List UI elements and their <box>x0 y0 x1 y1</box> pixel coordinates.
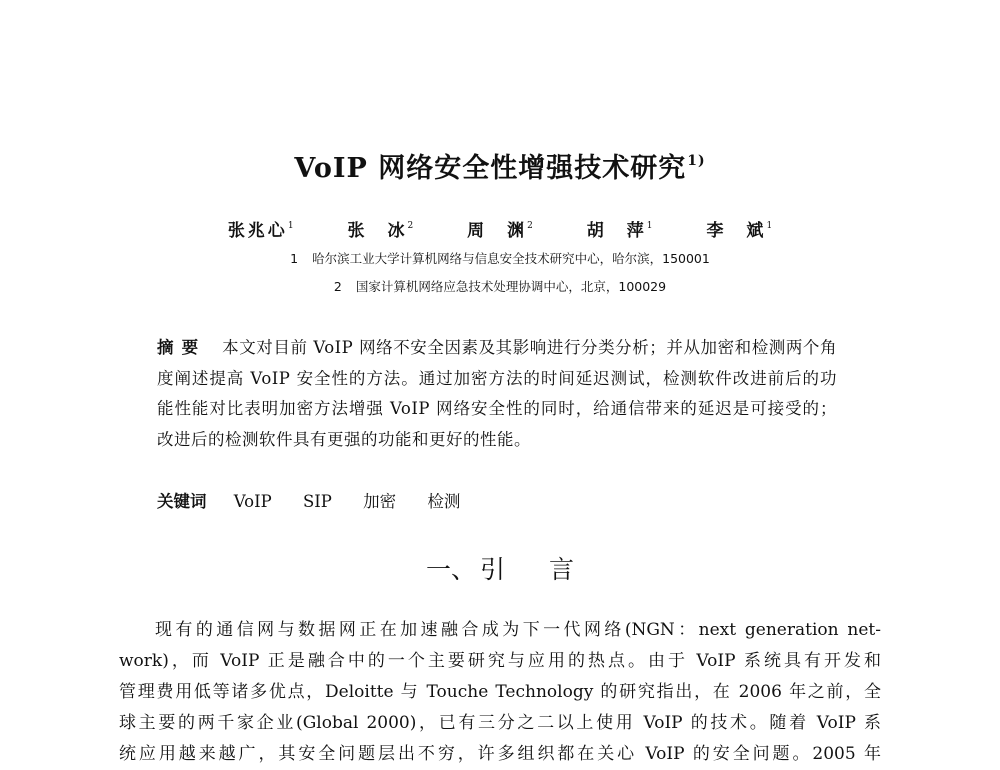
paper-title <box>0 146 1000 185</box>
keyword: VoIP <box>233 492 272 511</box>
title-text: VoIP 网络安全性增强技术研究 <box>294 153 687 184</box>
affiliation-number: 1 <box>290 251 299 266</box>
author-affiliation-mark: 1 <box>646 221 653 231</box>
author-name: 李 斌 <box>706 221 767 241</box>
title-footnote-mark: 1) <box>687 153 706 169</box>
author <box>587 216 653 241</box>
keywords <box>157 488 486 512</box>
author <box>347 216 413 241</box>
keyword: 加密 <box>363 492 397 511</box>
author-affiliation-mark: 1 <box>287 221 294 231</box>
abstract <box>157 333 837 455</box>
author-name: 张 冰 <box>347 221 408 241</box>
keywords-label: 关键词 <box>157 492 207 511</box>
author-name: 张兆心 <box>227 221 288 241</box>
author-name: 周 渊 <box>467 221 528 241</box>
author <box>706 216 772 241</box>
body-paragraph <box>119 615 881 770</box>
author <box>467 216 533 241</box>
abstract-text: 本文对目前 VoIP 网络不安全因素及其影响进行分类分析；并从加密和检测两个角度阐述提高 VoIP 安全性的方法。通过加密方法的时间延迟测试，检测软件改进前后的功能性能对比表明加密方法增强 VoIP 网络安全性的同时，给通信带来的延迟是可接受的；改进后的检测软件具有更强的功能和更好的性能。 <box>157 338 838 449</box>
author-name: 胡 萍 <box>586 221 647 241</box>
affiliation-text: 国家计算机网络应急技术处理协调中心，北京，100029 <box>355 279 667 294</box>
body-line: 现有的通信网与数据网正在加速融合成为下一代网络(NGN：next generation net- <box>155 620 881 640</box>
body-line: 管理费用低等诸多优点，Deloitte 与 Touche Technology 的研究指出，在 2006 年之前，全 <box>119 682 881 702</box>
affiliation-number: 2 <box>333 279 342 294</box>
keyword: SIP <box>302 492 332 511</box>
author <box>228 216 294 241</box>
keyword: 检测 <box>427 492 461 511</box>
author-affiliation-mark: 2 <box>407 221 414 231</box>
section-number: 一、 <box>425 555 476 584</box>
author-affiliation-mark: 2 <box>527 221 533 231</box>
abstract-label: 摘要 <box>157 338 207 357</box>
body-line: 统应用越来越广，其安全问题层出不穷，许多组织都在关心 VoIP 的安全问题。2005 年 <box>119 744 881 764</box>
section-title-part: 言 <box>549 555 575 584</box>
affiliation <box>0 249 1000 267</box>
body-line: work)，而 VoIP 正是融合中的一个主要研究与应用的热点。由于 VoIP 系统具有开发和 <box>119 651 881 671</box>
affiliation-text: 哈尔滨工业大学计算机网络与信息安全技术研究中心，哈尔滨，150001 <box>312 251 710 266</box>
author-affiliation-mark: 1 <box>766 221 773 231</box>
section-title-part: 引 <box>479 555 505 584</box>
author-list <box>0 216 1000 241</box>
affiliation <box>0 277 1000 295</box>
body-line: 球主要的两千家企业(Global 2000)，已有三分之二以上使用 VoIP 的技术。随着 VoIP 系 <box>119 713 881 733</box>
section-heading <box>0 550 1000 586</box>
